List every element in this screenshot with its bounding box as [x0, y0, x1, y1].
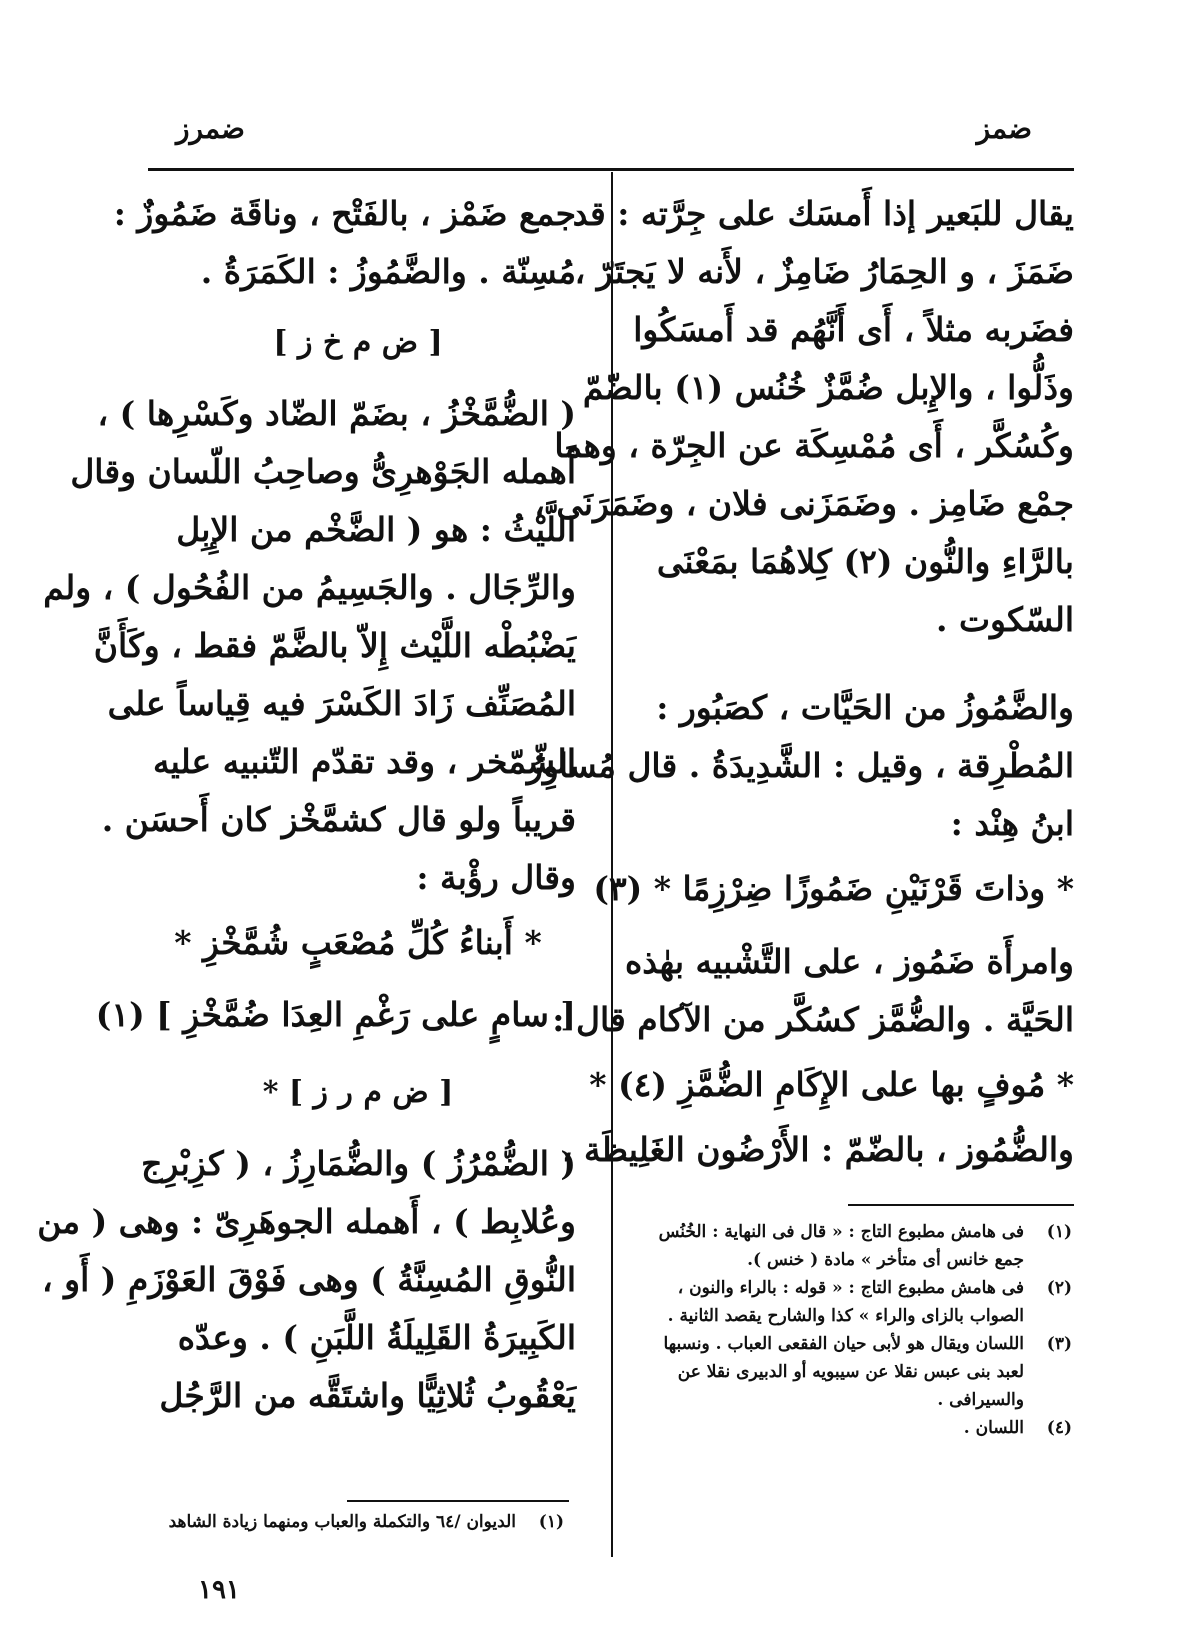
footnote-number: (١) [538, 1512, 564, 1532]
text-line: يقال للبَعير إذا أَمسَك على جِرَّته : قد [572, 194, 1074, 233]
footnote [632, 1274, 1072, 1330]
text-line: والرِّجَال . والجَسِيمُ من الفُحُول ) ، ولم [43, 568, 576, 607]
footnote-line: الديوان /٦٤ والتكملة والعباب ومنهما زيادة الشاهد [168, 1512, 516, 1532]
text-line: ابنُ هِنْد : [950, 804, 1074, 843]
text-line: قريباً ولو قال كشمَّخْز كان أَحسَن . [101, 800, 576, 839]
footnote-number: (١) [1046, 1222, 1072, 1242]
footnote-line: لعبد بنى عبس نقلا عن سيبويه أو الدبيرى نقلا عن [677, 1362, 1024, 1382]
right-para-2 [526, 679, 1074, 853]
footnote-line: اللسان . [963, 1418, 1024, 1438]
text-line: أَهمله الجَوْهرِىُّ وصاحِبُ اللّسان وقال [70, 452, 576, 491]
running-header-left: ضمرز [176, 112, 245, 145]
footnote [632, 1414, 1072, 1442]
left-para-1 [113, 185, 576, 301]
entry-heading: [ ض م ر ز ] * [262, 1075, 454, 1110]
right-column [526, 185, 1074, 1179]
text-line: المُطْرِقة ، وقيل : الشَّدِيدَةُ . قال مُساوِرُ [526, 746, 1074, 785]
text-line: ( الضُّمَّخْزُ ، بضَمّ الضّاد وكَسْرِها ) ، [97, 394, 576, 433]
right-para-3 [552, 933, 1074, 1049]
verse-line: * أَبناءُ كُلِّ مُصْعَبٍ شُمَّخْزِ * [174, 923, 542, 962]
text-line: بالرَّاءِ والنُّون (٢) كِلاهُمَا بمَعْنَى [656, 542, 1074, 581]
footnote-rule [848, 1204, 1074, 1206]
text-line: جمع ضَمْز ، بالفَتْح ، وناقَة ضَمُوزٌ : [113, 194, 576, 233]
footnotes-right [632, 1218, 1072, 1442]
footnote-line: فى هامش مطبوع التاج : « قوله : بالراء والنون ، [677, 1278, 1024, 1298]
text-line: النُّوقِ المُسِنَّةُ ) وهى فَوْقَ العَوْزَمِ ( أَو ، [42, 1260, 576, 1299]
text-line: اللَّيْثُ : هو ( الضَّخْم من الإِبِل [176, 510, 576, 549]
text-line: يَعْقُوبُ ثُلاثِيًّا واشتَقَّه من الرَّجُل [159, 1376, 576, 1415]
text-line: ضَمَزَ ، و الحِمَارُ ضَامِزٌ ، لأَنه لا يَجتَرّ ، [574, 252, 1074, 291]
verse-line: * وذاتَ قَرْنَيْنِ ضَمُوزًا ضِرْزِمًا * (٣) [593, 869, 1074, 908]
footnote-number: (٣) [1046, 1334, 1072, 1354]
left-para-3 [37, 1135, 576, 1425]
verse-line: * مُوفٍ بها على الإِكَامِ الضُّمَّزِ (٤) * [589, 1065, 1074, 1104]
text-line: الحَيَّة . والضُّمَّز كسُكَّر من الآكام قال : [552, 1000, 1074, 1039]
footnote [632, 1330, 1072, 1414]
left-para-2 [43, 385, 576, 907]
footnote-line: والسيرافى . [937, 1390, 1024, 1410]
entry-heading: [ ض م خ ز ] [273, 325, 443, 360]
footnotes-left [94, 1508, 564, 1536]
right-para-1 [534, 185, 1074, 649]
page-number: ١٩١ [198, 1575, 240, 1605]
header-rule [148, 168, 1074, 171]
text-line: يَضْبُطْه اللَّيْث إِلاّ بالضَّمّ فقط ، وكَأَنَّ [93, 626, 576, 665]
text-line: الكَبِيرَةُ القَلِيلَةُ اللَّبَنِ ) . وعدّه [177, 1318, 576, 1357]
text-line: فضَربه مثلاً ، أَى أَنَّهُم قد أَمسَكُوا [633, 310, 1074, 349]
text-line: وكُسُكَّر ، أَى مُمْسِكَة عن الجِرّة ، وهما [554, 426, 1074, 465]
text-line: السّكوت . [936, 600, 1074, 639]
text-line: والضُّمُوز ، بالضّمّ : الأَرْضُون الغَلِيظَة ، [561, 1130, 1074, 1169]
footnote [94, 1508, 564, 1536]
text-line: جمْع ضَامِز . وضَمَزَنى فلان ، وضَمَرَنَى ، [534, 484, 1074, 523]
left-column [37, 185, 576, 1425]
footnote [632, 1218, 1072, 1274]
text-line: مُسِنّة . والضَّمُوزُ : الكَمَرَةُ . [200, 252, 576, 291]
footnote-number: (٢) [1046, 1278, 1072, 1298]
text-line: الشّمّخر ، وقد تقدّم التّنبيه عليه [152, 742, 576, 781]
footnote-line: فى هامش مطبوع التاج : « قال فى النهاية : الخُنُس [658, 1222, 1024, 1242]
text-line: وقال رؤْبة : [416, 858, 576, 897]
footnote-line: اللسان ويقال هو لأبى حيان الفقعى العباب . ونسبها [663, 1334, 1024, 1354]
text-line: ( الضُّمْرُزُ ) والضُّمَارِزُ ، ( كزِبْرِج [141, 1144, 576, 1183]
footnote-rule [347, 1500, 569, 1502]
text-line: وامرأَة ضَمُوز ، على التَّشْبيه بهٰذه [625, 942, 1074, 981]
text-line: وذَلُّوا ، والإِبل ضُمَّزٌ خُنُس (١) بالضّمّ [582, 368, 1074, 407]
text-line: المُصَنِّف زَادَ الكَسْرَ فيه قِياساً على [107, 684, 576, 723]
footnote-number: (٤) [1046, 1418, 1072, 1438]
right-para-4 [561, 1121, 1074, 1179]
footnote-line: الصواب بالزاى والراء » كذا والشارح يقصد الثانية . [667, 1306, 1024, 1326]
text-line: وعُلابِط ) ، أَهمله الجوهَرِىّ : وهى ( من [37, 1202, 576, 1241]
running-header-right: ضمز [976, 112, 1032, 145]
footnote-line: جمع خانس أى متأخر » مادة ( خنس ). [747, 1250, 1024, 1270]
verse-line: [ سامٍ على رَغْمِ العِدَا ضُمَّخْزِ ] (١) [95, 995, 576, 1034]
text-line: والضَّمُوزُ من الحَيَّات ، كصَبُور : [656, 688, 1074, 727]
